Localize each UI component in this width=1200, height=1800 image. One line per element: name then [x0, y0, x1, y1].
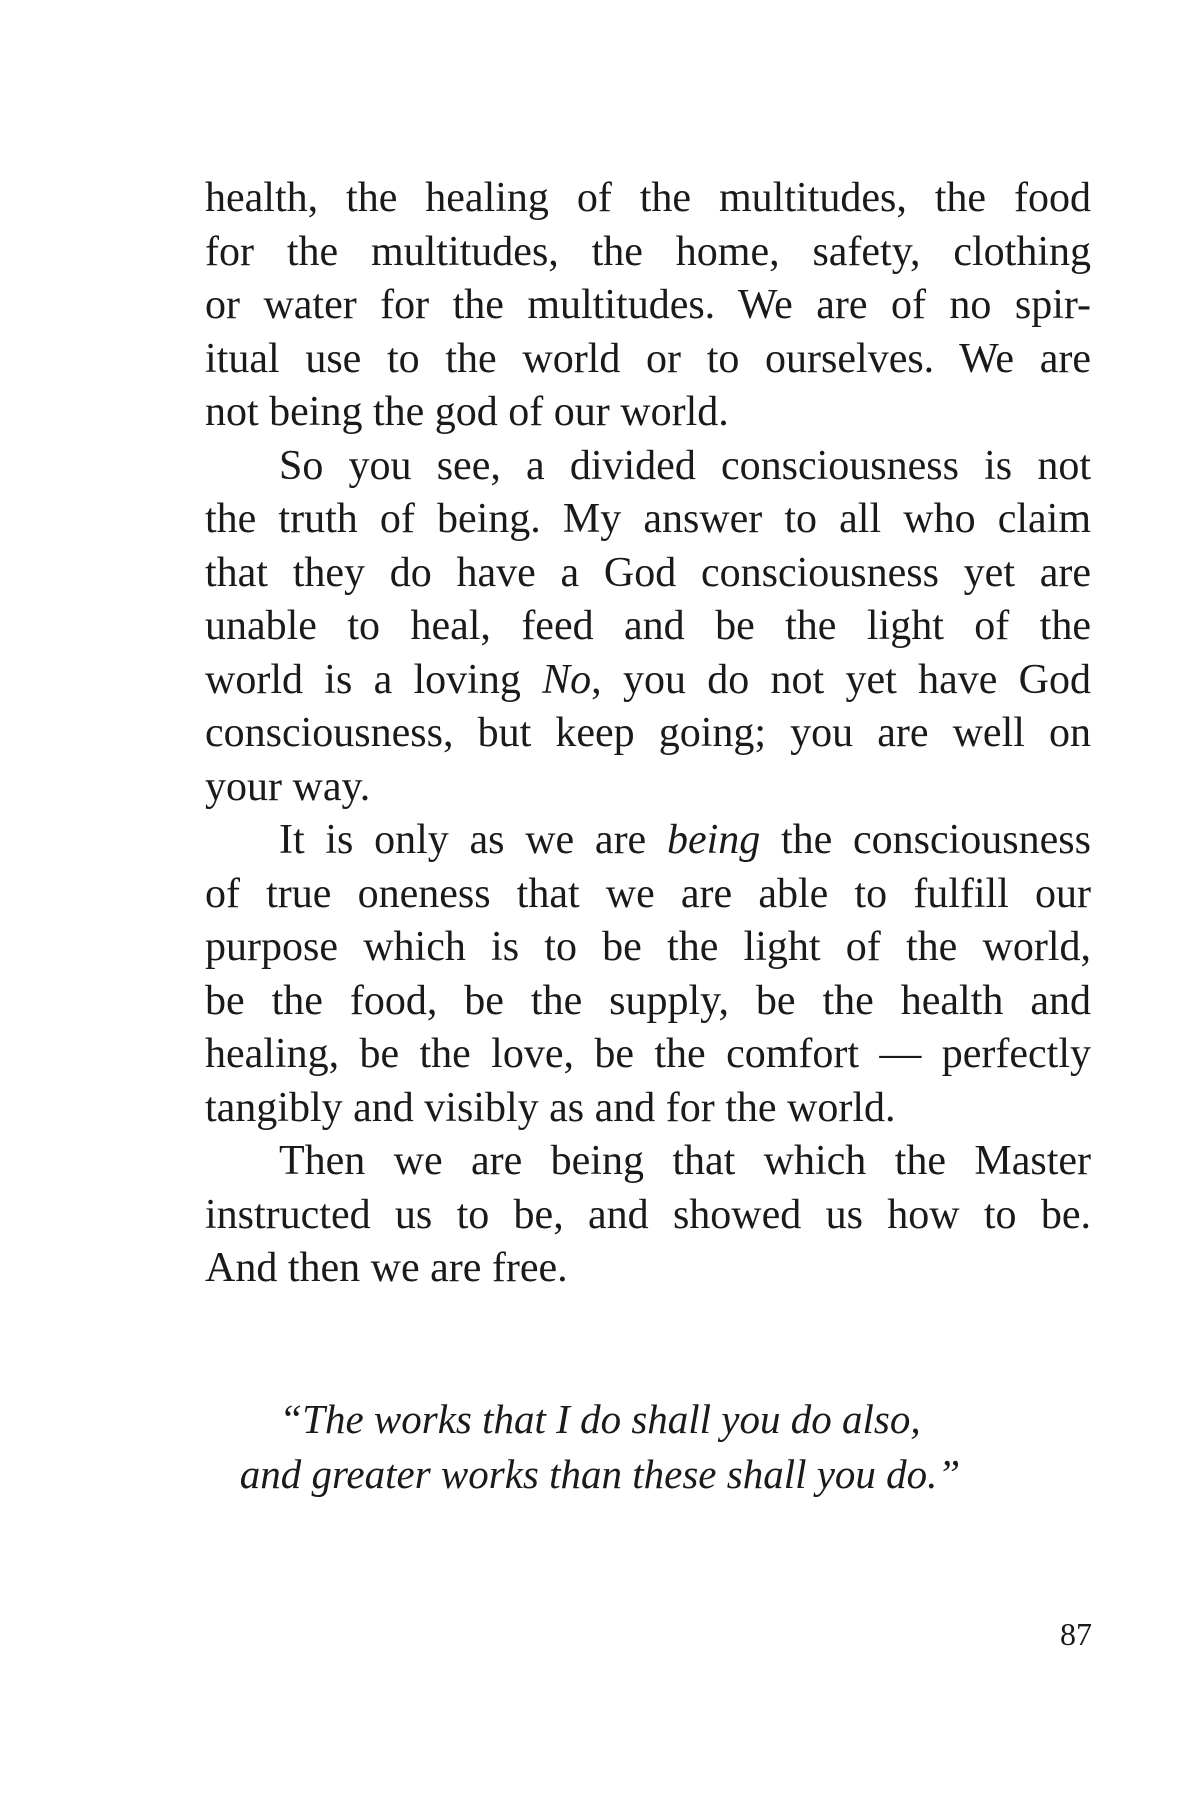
body-text — [205, 172, 1091, 1296]
body-line: the truth of being. My answer to all who claim — [205, 496, 1091, 542]
body-line: purpose which is to be the light of the world, — [205, 924, 1091, 970]
quote-line-2: and greater works than these shall you do.” — [239, 1451, 961, 1497]
body-line: for the multitudes, the home, safety, clothing — [205, 228, 1091, 275]
emphasis-text: being — [666, 817, 761, 863]
scripture-quote — [0, 1392, 1200, 1502]
body-line: your way. — [205, 763, 371, 810]
page-number: 87 — [1060, 1616, 1092, 1652]
body-line: tangibly and visibly as and for the world. — [205, 1084, 896, 1131]
body-line: itual use to the world or to ourselves. We are — [205, 335, 1091, 382]
body-line: world is a loving No, you do not yet have God — [205, 656, 1092, 703]
paragraph-start-line: So you see, a divided consciousness is not — [279, 442, 1091, 489]
body-line: consciousness, but keep going; you are well on — [205, 710, 1091, 756]
body-line: of true oneness that we are able to fulfill our — [205, 870, 1091, 917]
body-line: healing, be the love, be the comfort — perfectly — [205, 1031, 1091, 1077]
body-line: that they do have a God consciousness yet are — [205, 549, 1091, 596]
body-line: or water for the multitudes. We are of no spir- — [205, 282, 1091, 328]
body-line: be the food, be the supply, be the health and — [205, 977, 1091, 1024]
body-line: And then we are free. — [205, 1245, 568, 1291]
body-line: unable to heal, feed and be the light of the — [205, 603, 1091, 649]
quote-line-1: “The works that I do shall you do also, — [279, 1396, 921, 1442]
paragraph-start-line: Then we are being that which the Master — [279, 1138, 1091, 1184]
body-line: health, the healing of the multitudes, the food — [205, 175, 1091, 221]
emphasis-text: No — [542, 656, 592, 703]
body-line: instructed us to be, and showed us how to be. — [205, 1191, 1091, 1238]
paragraph-start-line: It is only as we are being the consciousness — [279, 817, 1091, 863]
body-line: not being the god of our world. — [205, 389, 729, 435]
